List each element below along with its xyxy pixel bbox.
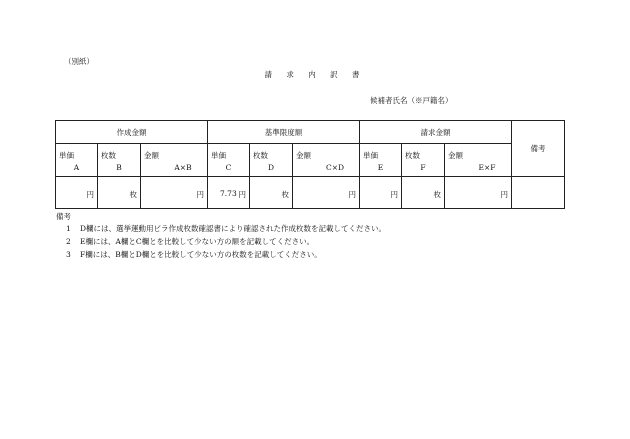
col-header-exf: 金額 E×F <box>445 144 512 177</box>
cell-remarks[interactable] <box>512 177 565 209</box>
note-item: 1 D欄には、選挙運動用ビラ作成枚数確認書により確認された作成枚数を記載してください。 <box>66 224 387 233</box>
billing-breakdown-table <box>55 120 565 209</box>
notes-heading: 備考 <box>56 212 71 221</box>
cell-amount-axb[interactable]: 円 <box>141 177 208 209</box>
cell-amount-exf[interactable]: 円 <box>445 177 512 209</box>
group-production-amount: 作成金額 <box>56 121 208 144</box>
cell-unit-price-a[interactable]: 円 <box>56 177 98 209</box>
col-header-cxd: 金額 C×D <box>293 144 360 177</box>
col-header-d: 枚数 D <box>250 144 293 177</box>
column-header-row <box>56 144 565 177</box>
base-unit-price-value: 7.73 <box>220 189 237 198</box>
cell-amount-cxd[interactable]: 円 <box>293 177 360 209</box>
candidate-name-label: 候補者氏名（※戸籍名） <box>370 96 453 105</box>
col-header-a: 単価 A <box>56 144 98 177</box>
note-item: 2 E欄には、A欄とC欄とを比較して少ない方の額を記載してください。 <box>66 237 315 246</box>
cell-unit-price-e[interactable]: 円 <box>360 177 402 209</box>
document-title: 請 求 内 訳 書 <box>264 70 366 79</box>
group-claim-amount: 請求金額 <box>360 121 512 144</box>
col-header-c: 単価 C <box>208 144 250 177</box>
value-row <box>56 177 565 209</box>
cell-count-b[interactable]: 枚 <box>98 177 141 209</box>
col-header-f: 枚数 F <box>402 144 445 177</box>
cell-count-f[interactable]: 枚 <box>402 177 445 209</box>
col-header-e: 単価 E <box>360 144 402 177</box>
note-item: 3 F欄には、B欄とD欄とを比較して少ない方の枚数を記載してください。 <box>66 250 322 259</box>
group-header-row <box>56 121 565 144</box>
appendix-label: （別紙） <box>64 57 94 66</box>
group-remarks: 備考 <box>512 121 565 177</box>
cell-count-d[interactable]: 枚 <box>250 177 293 209</box>
cell-unit-price-c: 7.73 円 <box>208 177 250 209</box>
group-standard-limit: 基準限度額 <box>208 121 360 144</box>
col-header-b: 枚数 B <box>98 144 141 177</box>
col-header-axb: 金額 A×B <box>141 144 208 177</box>
